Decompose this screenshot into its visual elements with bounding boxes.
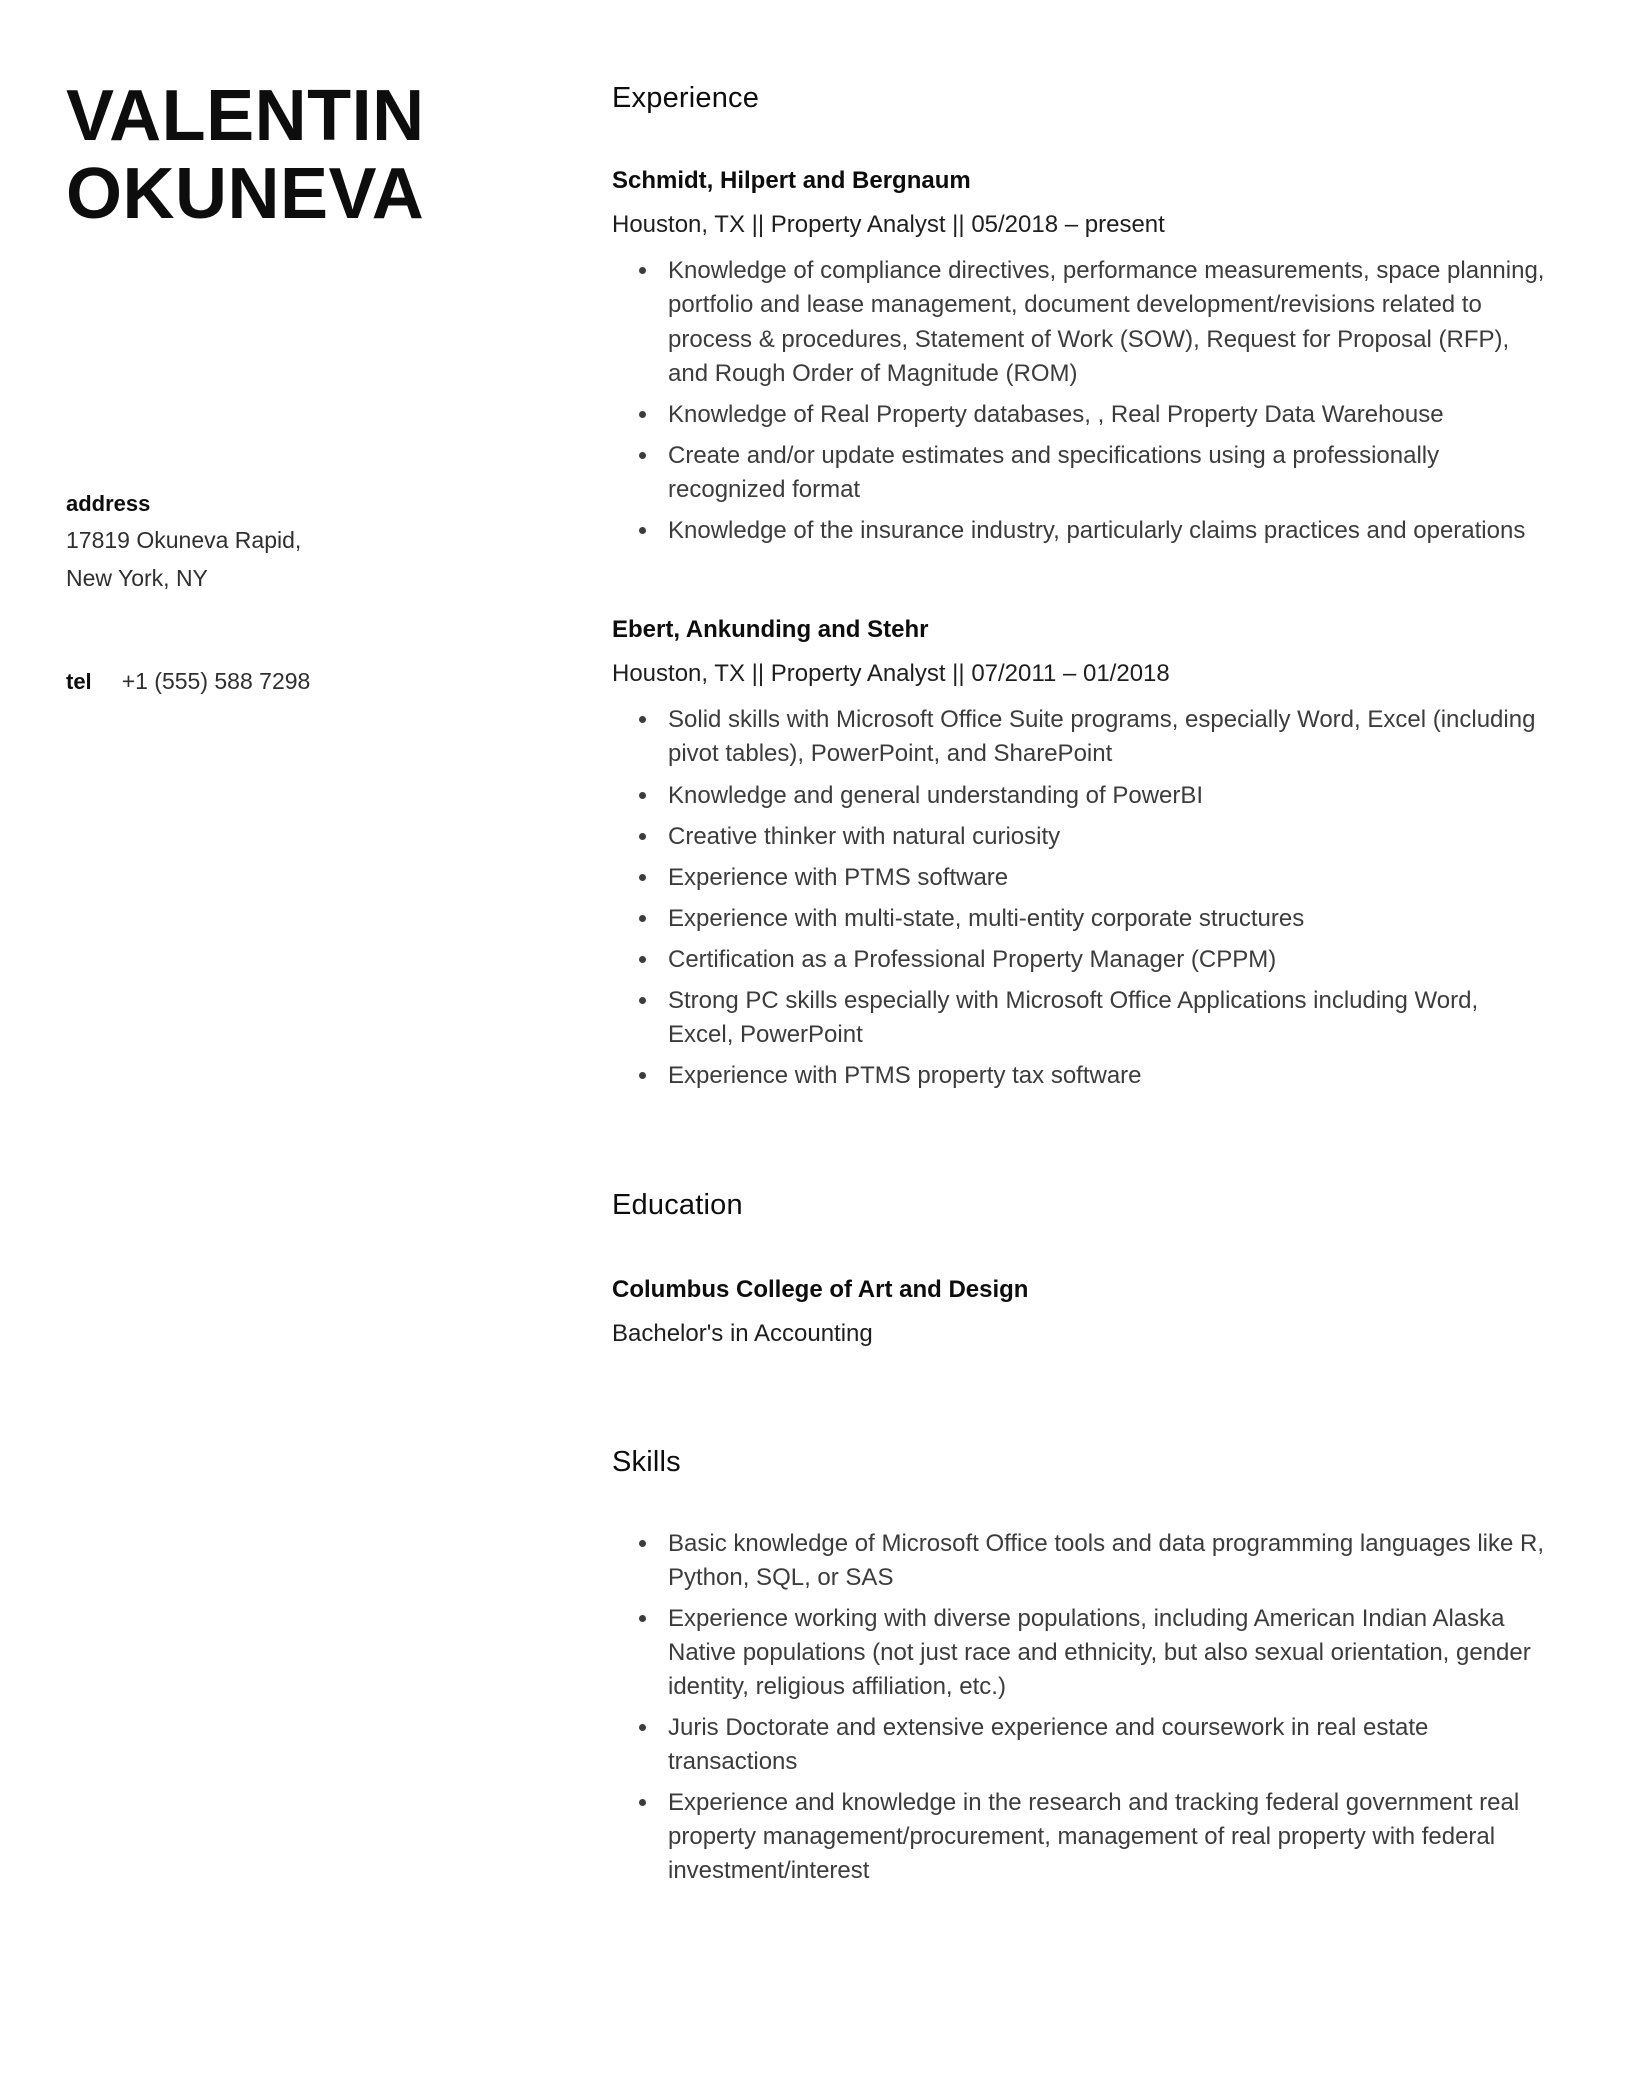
person-name-line2: OKUNEVA xyxy=(66,153,425,234)
bullet-item: • Knowledge of compliance directives, performance measurements, space planning, portfolio and lease management, document development/revisions related to process & procedures, Statement of Work (SOW), Request for Proposal (RFP), and Rough Order of Magnitude (ROM) xyxy=(660,254,1550,390)
skills-section xyxy=(612,1446,1550,1889)
main-content xyxy=(612,0,1632,2098)
bullet-item: • Strong PC skills especially with Microsoft Office Applications including Word, Excel, PowerPoint xyxy=(660,984,1550,1052)
job-entry xyxy=(612,614,1550,1093)
bullet-item: • Experience with PTMS property tax software xyxy=(660,1059,1550,1093)
skills-bullet-list xyxy=(660,1527,1550,1889)
address-line-1: 17819 Okuneva Rapid, xyxy=(66,526,302,553)
address-line-2: New York, NY xyxy=(66,565,208,592)
address-label: address xyxy=(66,490,151,516)
tel-value: +1 (555) 588 7298 xyxy=(121,667,311,694)
job-bullet-list xyxy=(660,703,1550,1093)
skill-item: • Basic knowledge of Microsoft Office tools and data programming languages like R, Python, SQL, or SAS xyxy=(660,1527,1550,1595)
skill-item: • Experience and knowledge in the research and tracking federal government real property management/procurement, management of real property with federal investment/interest xyxy=(660,1786,1550,1888)
job-entry xyxy=(612,165,1550,548)
bullet-item: • Creative thinker with natural curiosity xyxy=(660,820,1550,854)
experience-section xyxy=(612,82,1550,1093)
tel-row xyxy=(66,664,572,699)
bullet-item: • Certification as a Professional Property Manager (CPPM) xyxy=(660,943,1550,977)
company-name: Schmidt, Hilpert and Bergnaum xyxy=(612,167,971,194)
job-meta: Houston, TX || Property Analyst || 07/2011 – 01/2018 xyxy=(612,660,1170,688)
job-bullet-list xyxy=(660,254,1550,548)
contact-block xyxy=(66,486,572,700)
degree-name: Bachelor's in Accounting xyxy=(612,1320,873,1348)
bullet-item: • Experience with multi-state, multi-entity corporate structures xyxy=(660,902,1550,936)
left-sidebar xyxy=(0,0,612,2098)
experience-heading: Experience xyxy=(612,82,760,114)
bullet-item: • Solid skills with Microsoft Office Suite programs, especially Word, Excel (including pivot tables), PowerPoint, and SharePoint xyxy=(660,703,1550,771)
education-heading: Education xyxy=(612,1189,743,1222)
skill-item: • Juris Doctorate and extensive experience and coursework in real estate transactions xyxy=(660,1711,1550,1779)
bullet-item: • Knowledge of the insurance industry, particularly claims practices and operations xyxy=(660,514,1550,548)
school-name: Columbus College of Art and Design xyxy=(612,1276,1029,1304)
company-name: Ebert, Ankunding and Stehr xyxy=(612,616,929,643)
bullet-item: • Experience with PTMS software xyxy=(660,861,1550,895)
person-name xyxy=(66,78,572,234)
skills-heading: Skills xyxy=(612,1445,681,1478)
job-meta: Houston, TX || Property Analyst || 05/2018 – present xyxy=(612,211,1165,239)
tel-label: tel xyxy=(66,668,92,694)
education-section xyxy=(612,1189,1550,1349)
bullet-item: • Knowledge and general understanding of PowerBI xyxy=(660,779,1550,813)
bullet-item: • Knowledge of Real Property databases, , Real Property Data Warehouse xyxy=(660,398,1550,432)
skill-item: • Experience working with diverse populations, including American Indian Alaska Native populations (not just race and ethnicity, but also sexual orientation, gender identity, religious affiliation, etc.) xyxy=(660,1602,1550,1704)
bullet-item: • Create and/or update estimates and specifications using a professionally recognized format xyxy=(660,439,1550,507)
person-name-line1: VALENTIN xyxy=(66,76,425,156)
